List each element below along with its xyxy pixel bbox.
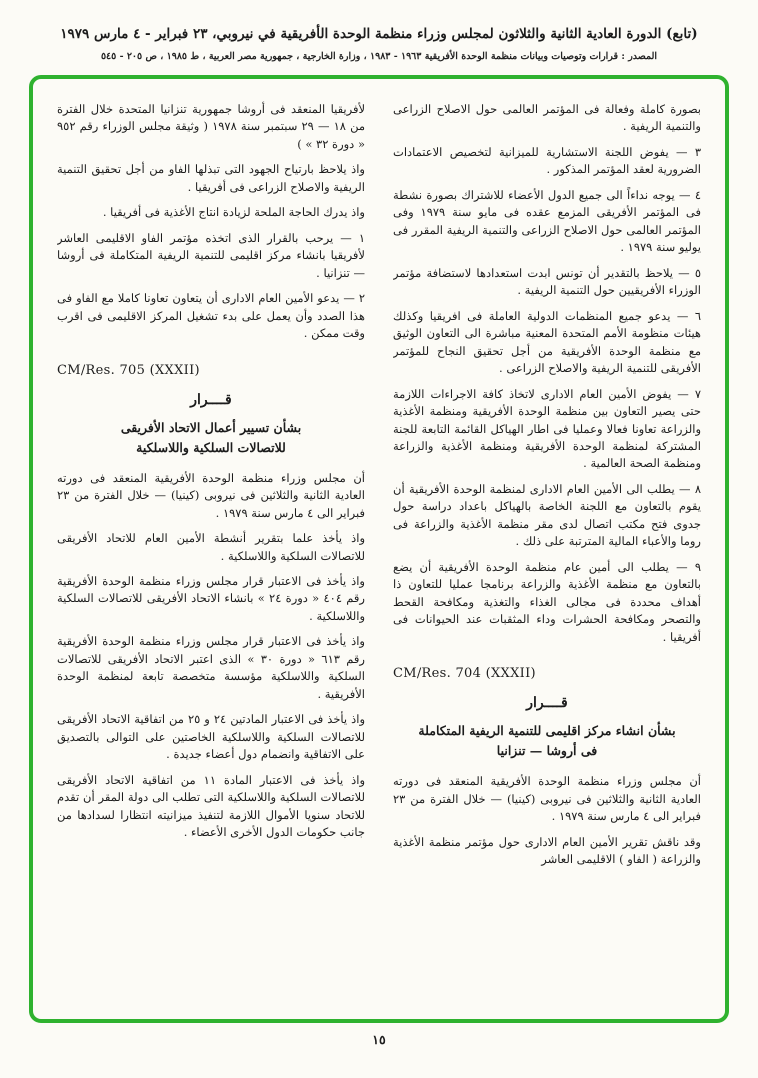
clause-9: ٩ — يطلب الى أمين عام منظمة الوحدة الأفريقية أن يضع بالتعاون مع منظمة الأغذية والزراعة برنامجا عمليا للتعاون ذا أهداف محددة فى مجالى الغذاء والتغذية ومكافحة القحط والتصحر ومكافحة الحشرات وداء المثقبات عند الحيوانات فى أفريقيا . [393,559,701,644]
res704-clause-1: ١ — يرحب بالقرار الذى اتخذه مؤتمر الفاو الاقليمى العاشر لأفريقيا بانشاء مركز اقليمى للتنمية الريفية المتكاملة فى أروشا — تنزانيا . [57,230,365,280]
column-left [57,101,365,1009]
clause-3: ٣ — يفوض اللجنة الاستشارية للميزانية لتخصيص الاعتمادات الضرورية لعقد المؤتمر المذكور . [393,144,701,177]
source-note: المصدر : قرارات وتوصيات وبيانات منظمة الوحدة الأفريقية ١٩٦٣ - ١٩٨٣ ، وزارة الخارجية ، جمهورية مصر العربية ، ط ١٩٨٥ ، ص ٢٠٥ - ٥٤٥ [100,51,658,62]
clause-7: ٧ — يفوض الأمين العام الادارى لاتخاذ كافة الاجراءات اللازمة حتى يصير التعاون بين منظمة الوحدة الأفريقية ومنظمة الأغذية والزراعة تعاونا فعالا وعمليا فى اطار الهياكل القائمة التابعة للجنة المشتركة لمنظمة الوحدة الأفريقية ومنظمة الأغذية والزراعة ومنظمة الصحة العالمية . [393,386,701,471]
column-right [393,101,701,1009]
clause-8: ٨ — يطلب الى الأمين العام الادارى لمنظمة الوحدة الأفريقية أن يقوم بالتعاون مع اللجنة الخاصة بالهياكل باعداد دراسة حول جدوى فتح مكتب اتصال لدى مقر منظمة الأغذية والزراعة فى روما والأعباء المالية المترتبة على ذلك . [393,481,701,549]
res704-continuation: لأفريقيا المنعقد فى أروشا جمهورية تنزانيا المتحدة خلال الفترة من ١٨ — ٢٩ سبتمبر سنة ١٩٧٨ ( وثيقة مجلس الوزراء رقم ٩٥٢ « دورة ٣٢ » ) [57,102,365,151]
res704-title-line2: فى أروشا — تنزانيا [496,743,598,759]
res704-preamble-1: أن مجلس وزراء منظمة الوحدة الأفريقية المنعقد فى دورته العادية الثانية والثلاثين فى نيروبى (كينيا) — خلال الفترة من ٢٣ فبراير الى ٤ مارس سنة ١٩٧٩ . [393,774,701,824]
res704-clause-2: ٢ — يدعو الأمين العام الادارى أن يتعاون تعاونا كاملا مع الفاو فى هذا الصدد وأن يعمل على بدء تشغيل المركز الاقليمى فى اقرب وقت ممكن . [57,291,365,341]
res705-preamble-3: واذ يأخذ فى الاعتبار قرار مجلس وزراء منظمة الوحدة الأفريقية رقم ٤٠٤ « دورة ٢٤ » بانشاء الاتحاد الأفريقى للاتصالات السلكية واللاسلكية . [57,573,365,623]
session-title: (تابع) الدورة العادية الثانية والثلاثون لمجلس وزراء منظمة الوحدة الأفريقية في نيروبي، ٢٣ فبراير - ٤ مارس ١٩٧٩ [60,26,698,42]
clause-6: ٦ — يدعو جميع المنظمات الدولية العاملة فى افريقيا وكذلك هيئات منظومة الأمم المتحدة المعنية مباشرة الى التعاون الوثيق مع منظمة الوحدة الأفريقية من أجل تحقيق النجاح للمؤتمر الأفريقى للتنمية الريفية والاصلاح الزراعى . [393,308,701,376]
res705-preamble-4: واذ يأخذ فى الاعتبار قرار مجلس وزراء منظمة الوحدة الأفريقية رقم ٦١٣ « دورة ٣٠ » الذى اعتبر الاتحاد الأفريقى للاتصالات السلكية واللاسلكية مؤسسة متخصصة تابعة لمنظمة الوحدة الأفريقية . [57,634,365,701]
res705-preamble-1: أن مجلس وزراء منظمة الوحدة الأفريقية المنعقد فى دورته العادية الثانية والثلاثين فى نيروبى (كينيا) — خلال الفترة من ٢٣ فبراير الى ٤ مارس سنة ١٩٧٩ . [57,470,365,520]
res705-preamble-5: واذ يأخذ فى الاعتبار المادتين ٢٤ و ٢٥ من اتفاقية الاتحاد الأفريقى للاتصالات السلكية واللاسلكية الخاصتين على التوالى بالتصديق على الاتفاقية وانضمام دول أعضاء جديدة . [57,712,365,762]
res704-preamble-noting: واذ يلاحظ بارتياح الجهود التى تبذلها الفاو من أجل تحقيق التنمية الريفية والاصلاح الزراعى فى أفريقيا . [57,162,365,194]
page-number: ١٥ [372,1032,386,1047]
page-footer [0,1032,758,1047]
res705-title-line1: بشأن تسيير أعمال الاتحاد الأفريقى [120,419,302,435]
clause-5: ٥ — يلاحظ بالتقدير أن تونس ابدت استعدادها لاستضافة مؤتمر الوزراء الأفريقيين حول التنمية الريفية . [393,265,701,298]
page-header [0,26,758,62]
res704-preamble-2: وقد ناقش تقرير الأمين العام الادارى حول مؤتمر منظمة الأغذية والزراعة ( الفاو ) الاقليمى العاشر [393,834,701,866]
res705-decision-word: قــــرار [190,391,232,408]
res705-preamble-6: واذ يأخذ فى الاعتبار المادة ١١ من اتفاقية الاتحاد الأفريقى للاتصالات السلكية واللاسلكية التى تطلب الى دولة المقر أن تقدم للاتحاد سنويا الأموال اللازمة لتنفيذ ميزانيته انتظارا لسدادها من جانب حكومات الدول الأخرى الأعضاء . [57,772,365,840]
two-column-layout [57,101,701,1009]
res704-decision-word: قــــرار [526,695,568,712]
continuation-paragraph: بصورة كاملة وفعالة فى المؤتمر العالمى حول الاصلاح الزراعى والتنمية الريفية . [393,102,701,134]
res704-title-line1: بشأن انشاء مركز اقليمى للتنمية الريفية المتكاملة [418,723,676,739]
res705-title-line2: للاتصالات السلكية واللاسلكية [136,439,286,455]
res704-preamble-aware: واذ يدرك الحاجة الملحة لزيادة انتاج الأغذية فى أفريقيا . [102,205,365,220]
green-border-frame [29,75,729,1023]
res705-code: CM/Res. 705 (XXXII) [57,362,200,378]
res704-code: CM/Res. 704 (XXXII) [393,666,536,682]
clause-4: ٤ — يوجه نداءاً الى جميع الدول الأعضاء للاشتراك بصورة نشطة فى المؤتمر الأفريقى المزمع عقده فى مايو سنة ١٩٧٩ وفى المؤتمر العالمى حول الاصلاح الزراعى والتنمية الريفية المقرر فى يوليو سنة ١٩٧٩ . [393,187,701,255]
res705-preamble-2: واذ يأخذ علما بتقرير أنشطة الأمين العام للاتحاد الأفريقى للاتصالات السلكية واللاسلكية . [57,531,365,563]
